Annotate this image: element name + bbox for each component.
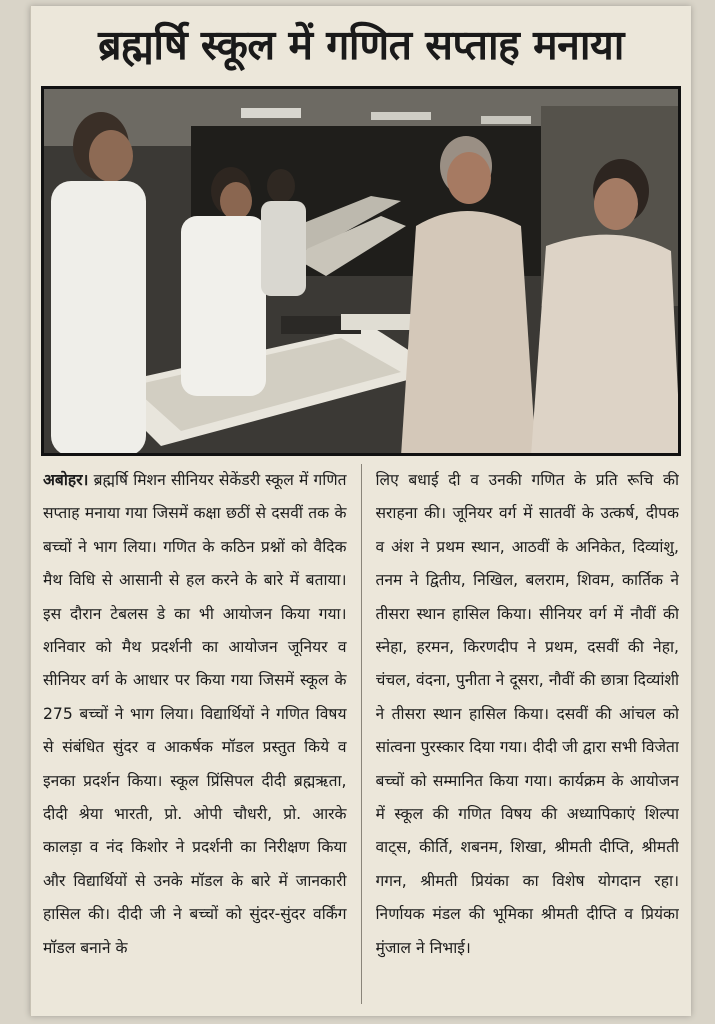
dateline: अबोहर।	[43, 471, 89, 489]
article-paragraph-left	[43, 464, 347, 965]
article-text-right: लिए बधाई दी व उनकी गणित के प्रति रूचि की सराहना की। जूनियर वर्ग में सातवीं के उत्कर्ष, दीपक व अंश ने प्रथम स्थान, आठवीं के अनिकेत, दिव्यांशु, तनम ने द्वितीय, निखिल, बलराम, शिवम, कार्तिक ने तीसरा स्थान हासिल किया। सीनियर वर्ग में नौवीं की स्नेहा, हरमन, किरणदीप ने प्रथम, दसवीं की नेहा, चंचल, वंदना, पुनीता ने दूसरा, नौवीं की छात्रा दिव्यांशी ने तीसरा स्थान हासिल किया। दसवीं की आंचल को सांत्वना पुरस्कार दिया गया। दीदी जी द्वारा सभी विजेता बच्चों को सम्मानित किया गया। कार्यक्रम के आयोजन में स्कूल की गणित विषय की अध्यापिकाएं शिल्पा वाट्स, कीर्ति, शबनम, शिखा, श्रीमती दीप्ति, श्रीमती गगन, श्रीमती प्रियंका का विशेष योगदान रहा। निर्णायक मंडल की भूमिका श्रीमती दीप्ति व प्रियंका मुंजाल ने निभाई।	[375, 471, 679, 957]
article-column-right	[376, 464, 680, 1004]
column-divider	[361, 464, 362, 1004]
article-column-left	[43, 464, 347, 1004]
article-text-left: ब्रह्मर्षि मिशन सीनियर सेकेंडरी स्कूल में गणित सप्ताह मनाया गया जिसमें कक्षा छठीं से दसवीं तक के बच्चों ने भाग लिया। गणित के कठिन प्रश्नों को वैदिक मैथ विधि से आसानी से हल करने के बारे में बताया। इस दौरान टेबलस डे का भी आयोजन किया गया। शनिवार को मैथ प्रदर्शनी का आयोजन जूनियर व सीनियर वर्ग के आधार पर किया गया जिसमें स्कूल के 275 बच्चों ने भाग लिया। विद्यार्थियों ने गणित विषय से संबंधित सुंदर व आकर्षक मॉडल प्रस्तुत किये व इनका प्रदर्शन किया। स्कूल प्रिंसिपल दीदी ब्रह्मऋता, दीदी श्रेया भारती, प्रो. ओपी चौधरी, प्रो. आरके कालड़ा व नंद किशोर ने प्रदर्शनी का निरीक्षण किया और विद्यार्थियों से उनके मॉडल के बारे में जानकारी हासिल की। दीदी जी ने बच्चों को सुंदर-सुंदर वर्किंग मॉडल बनाने के	[43, 471, 347, 957]
newspaper-clipping	[30, 6, 691, 1016]
news-photo	[41, 86, 681, 456]
headline: ब्रह्मर्षि स्कूल में गणित सप्ताह मनाया	[98, 21, 624, 69]
article-body	[43, 464, 679, 1004]
exhibition-photo-illustration	[41, 86, 681, 456]
